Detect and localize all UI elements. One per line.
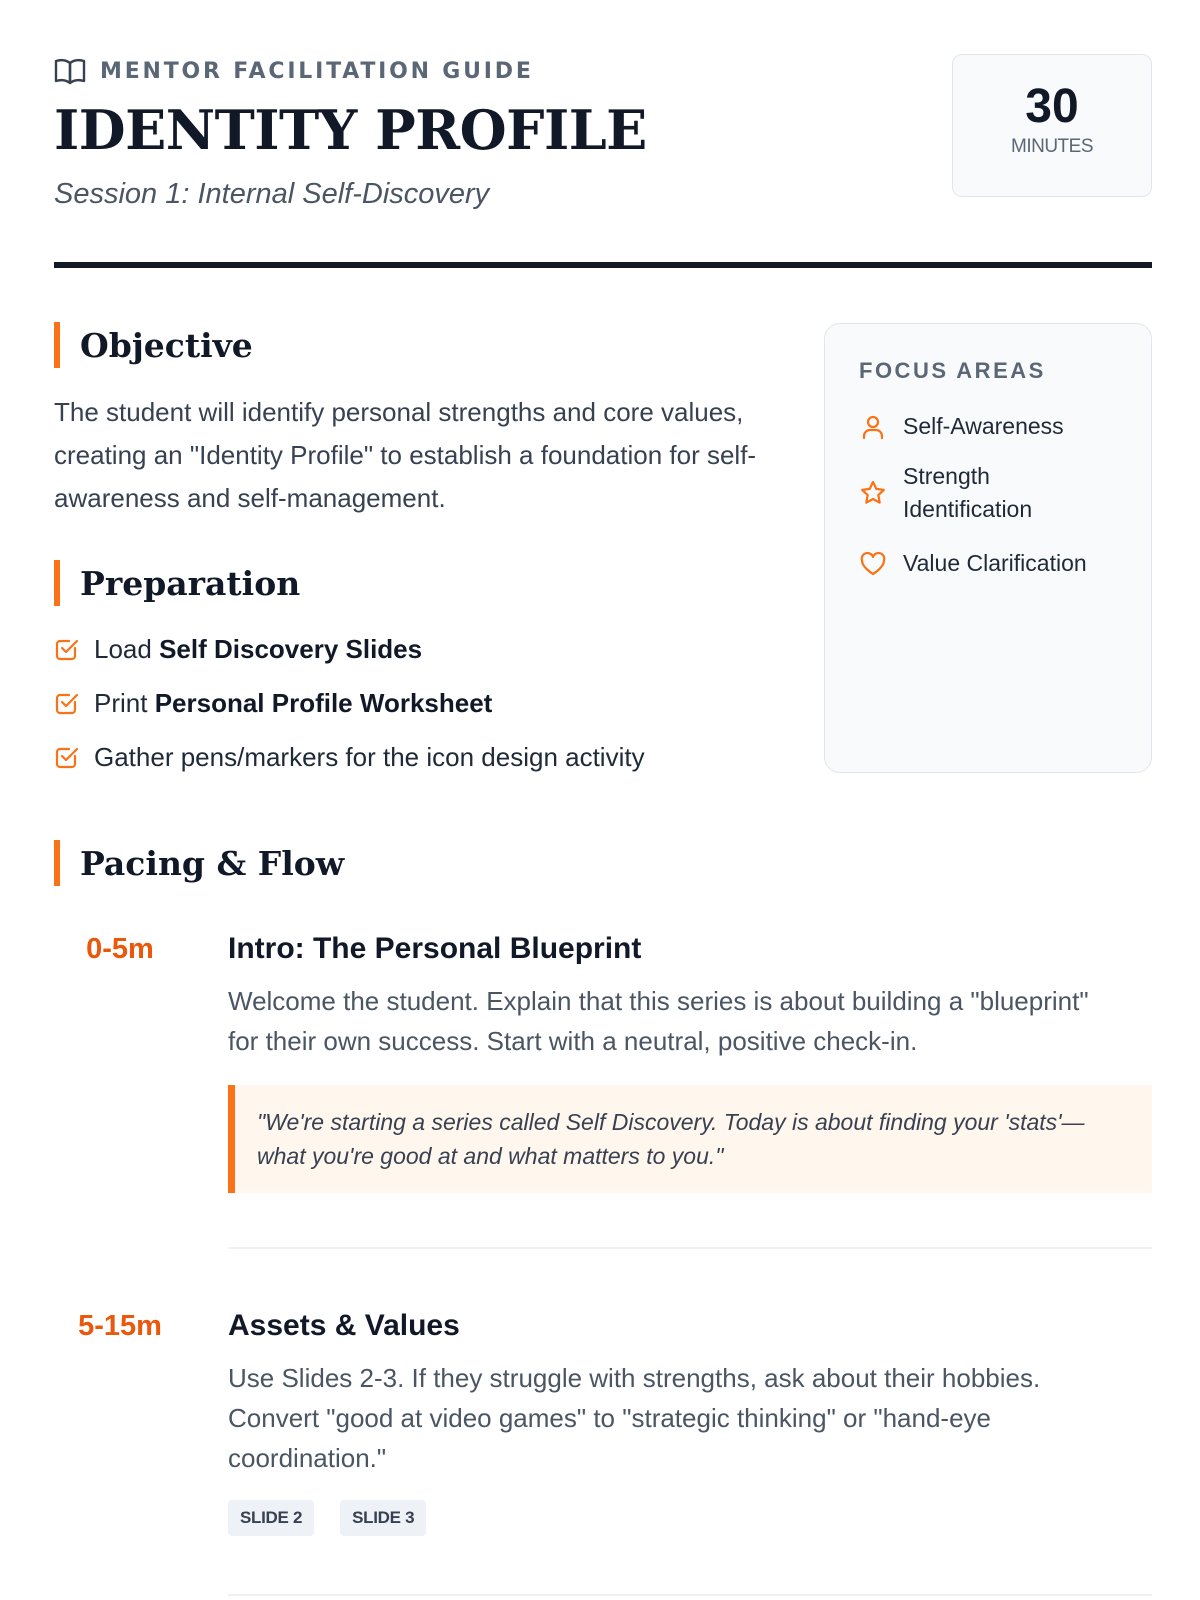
phase-time: 0-5m bbox=[86, 933, 154, 965]
user-icon bbox=[859, 413, 887, 441]
star-icon bbox=[859, 479, 887, 507]
phase-divider bbox=[228, 1247, 1152, 1249]
prep-item-text: Load Self Discovery Slides bbox=[94, 633, 423, 664]
page-title: IDENTITY PROFILE bbox=[54, 98, 647, 162]
script-quote: "We're starting a series called Self Discovery. Today is about finding your 'stats'—what you're good at and what matters to you." bbox=[228, 1085, 1152, 1193]
phase-divider bbox=[228, 1594, 1152, 1596]
focus-item-strength-identification bbox=[859, 460, 1123, 526]
preparation-heading: Preparation bbox=[54, 560, 300, 606]
duration-unit: MINUTES bbox=[1011, 135, 1093, 157]
list-item bbox=[54, 676, 645, 730]
page-subtitle: Session 1: Internal Self-Discovery bbox=[54, 178, 490, 210]
guide-header bbox=[54, 54, 1152, 214]
open-book-icon bbox=[54, 57, 86, 85]
phase-body bbox=[228, 1306, 1152, 1536]
checkbox-checked-icon bbox=[54, 690, 80, 716]
focus-item-label: Value Clarification bbox=[903, 550, 1087, 576]
duration-badge bbox=[952, 54, 1152, 197]
phase-title: Assets & Values bbox=[228, 1309, 460, 1342]
objective-heading: Objective bbox=[54, 322, 253, 368]
phase-body bbox=[228, 929, 1152, 1193]
objective-text: The student will identify personal strengths and core values, creating an "Identity Profile" to establish a foundation for self-awareness and self-management. bbox=[54, 397, 757, 513]
prep-item-text: Print Personal Profile Worksheet bbox=[94, 687, 493, 718]
phase-time: 5-15m bbox=[78, 1310, 162, 1342]
slide-tag: SLIDE 2 bbox=[228, 1500, 314, 1536]
focus-areas-title: FOCUS AREAS bbox=[859, 358, 1046, 383]
focus-areas-card bbox=[824, 323, 1152, 773]
phase-description: Use Slides 2-3. If they struggle with strengths, ask about their hobbies. Convert "good at video games" to "strategic thinking" or "hand-eye coordination." bbox=[228, 1363, 1041, 1473]
slide-tag: SLIDE 3 bbox=[340, 1500, 426, 1536]
focus-item-value-clarification bbox=[859, 547, 1123, 580]
focus-item-label: Self-Awareness bbox=[903, 413, 1064, 439]
checkbox-checked-icon bbox=[54, 744, 80, 770]
list-item bbox=[54, 622, 645, 676]
checkbox-checked-icon bbox=[54, 636, 80, 662]
prep-item-text: Gather pens/markers for the icon design activity bbox=[94, 741, 645, 772]
focus-item-self-awareness bbox=[859, 410, 1123, 443]
phase-description: Welcome the student. Explain that this series is about building a "blueprint" for their own success. Start with a neutral, positive check-in. bbox=[228, 986, 1089, 1056]
eyebrow-label: MENTOR FACILITATION GUIDE bbox=[100, 58, 534, 84]
heart-icon bbox=[859, 550, 887, 578]
pacing-heading: Pacing & Flow bbox=[54, 840, 344, 886]
phase-title: Intro: The Personal Blueprint bbox=[228, 932, 642, 965]
duration-value: 30 bbox=[1025, 80, 1079, 133]
slide-tags bbox=[228, 1500, 1152, 1536]
header-divider bbox=[54, 262, 1152, 268]
preparation-list bbox=[54, 622, 645, 784]
guide-eyebrow bbox=[54, 56, 534, 86]
focus-item-label: Strength Identification bbox=[903, 463, 1033, 522]
list-item bbox=[54, 730, 645, 784]
